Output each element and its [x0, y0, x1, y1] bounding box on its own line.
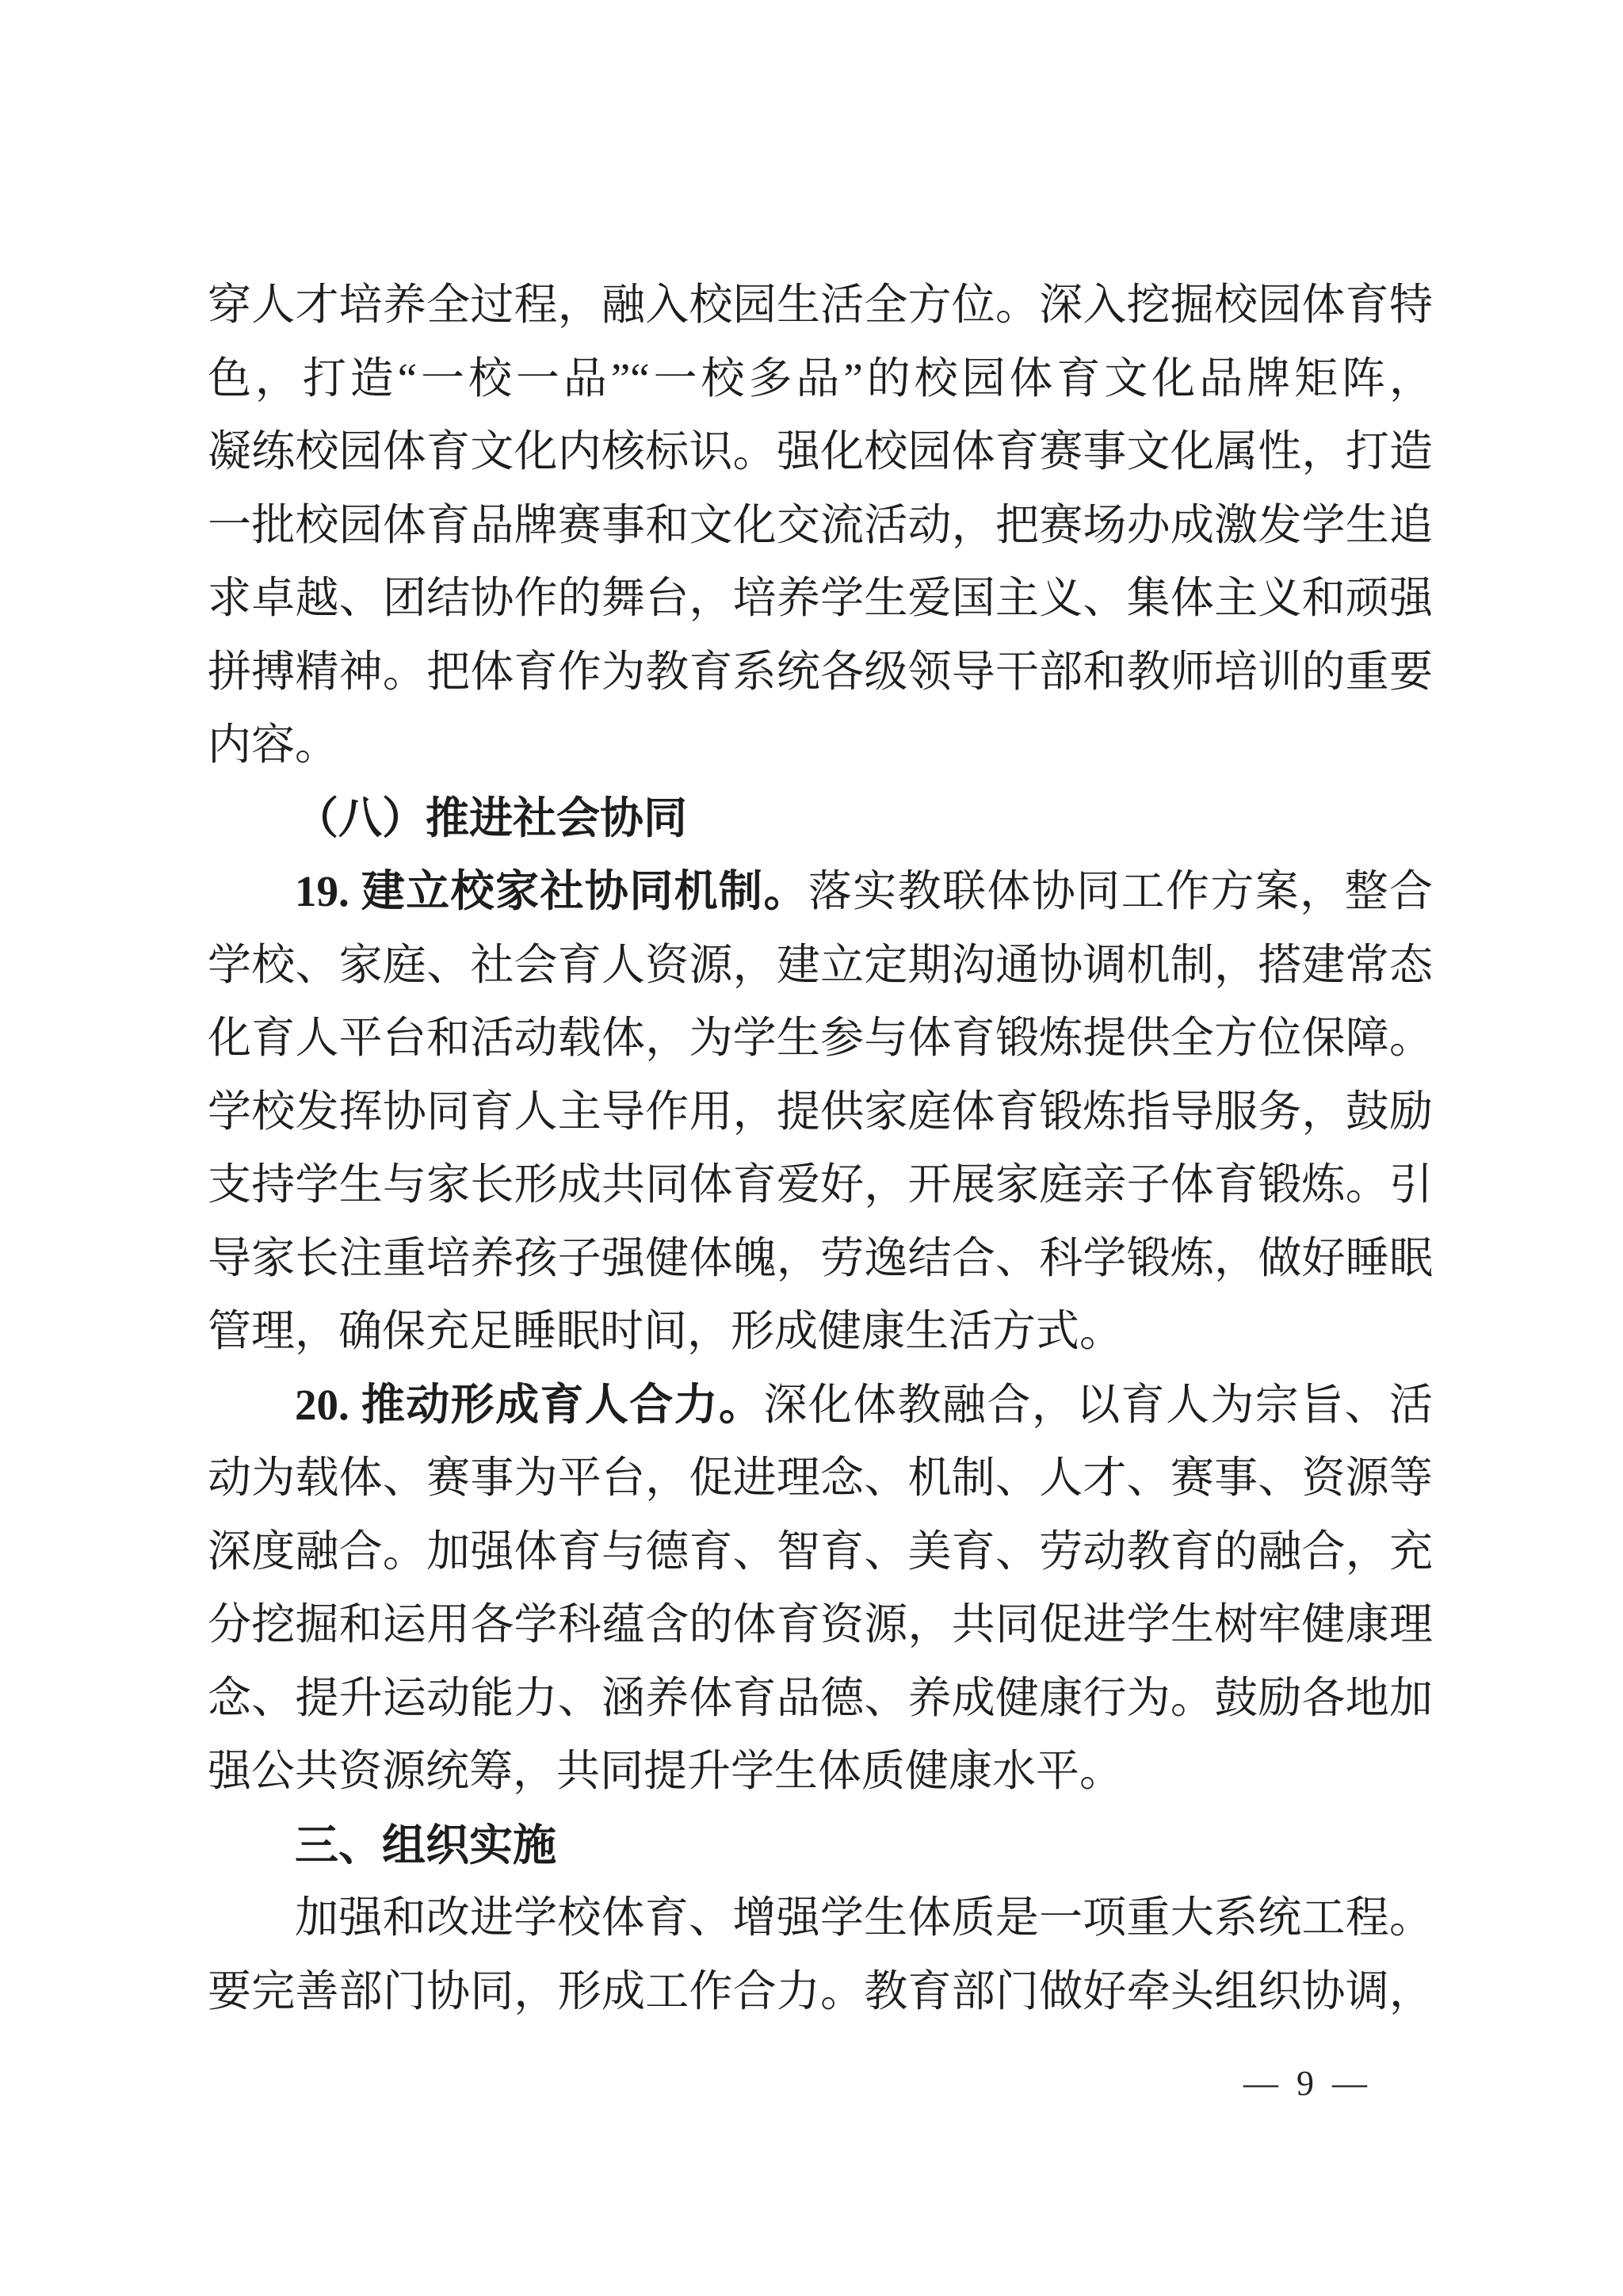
text-line — [208, 562, 1433, 636]
text-line — [208, 415, 1433, 489]
text-line — [208, 1295, 1433, 1369]
text-line — [208, 855, 1433, 929]
text-line-content: 内容。 — [208, 720, 339, 769]
text-line — [208, 342, 1433, 416]
text-line-content: 加强和改进学校体育、增强学生体质是一项重大系统工程。 — [295, 1893, 1433, 1942]
text-line — [208, 1515, 1433, 1589]
subsection-heading — [208, 782, 1433, 856]
section-heading — [208, 1809, 1433, 1882]
text-line-content: 拼搏精神。把体育作为教育系统各级领导干部和教师培训的重要 — [208, 647, 1433, 696]
text-line — [208, 1735, 1433, 1809]
text-line-content: 要完善部门协同，形成工作合力。教育部门做好牵头组织协调， — [208, 1966, 1433, 2015]
page-number: — 9 — — [1243, 2064, 1372, 2103]
text-line — [208, 1442, 1433, 1515]
text-line — [208, 1588, 1433, 1662]
text-line-content: 凝练校园体育文化内核标识。强化校园体育赛事文化属性，打造 — [208, 427, 1433, 476]
text-line-content: 学校、家庭、社会育人资源，建立定期沟通协调机制，搭建常态 — [208, 940, 1433, 989]
text-line-content: 学校发挥协同育人主导作用，提供家庭体育锻炼指导服务，鼓励 — [208, 1087, 1433, 1136]
text-line-content: 深化体教融合，以育人为宗旨、活 — [763, 1380, 1433, 1429]
text-line — [208, 1222, 1433, 1296]
text-line-content: 深度融合。加强体育与德育、智育、美育、劳动教育的融合，充 — [208, 1526, 1433, 1576]
subsection-heading-label: （八）推进社会协同 — [295, 793, 688, 842]
numbered-item-lead: 20. 推动形成育人合力。 — [295, 1380, 764, 1429]
text-line — [208, 1369, 1433, 1442]
text-line — [208, 636, 1433, 709]
text-line-content: 穿人才培养全过程，融入校园生活全方位。深入挖掘校园体育特 — [208, 281, 1433, 329]
text-line-content: 念、提升运动能力、涵养体育品德、养成健康行为。鼓励各地加 — [208, 1673, 1433, 1722]
numbered-item-lead: 19. 建立校家社协同机制。 — [295, 867, 808, 915]
text-line-content: 求卓越、团结协作的舞台，培养学生爱国主义、集体主义和顽强 — [208, 574, 1433, 622]
text-line-content: 分挖掘和运用各学科蕴含的体育资源，共同促进学生树牢健康理 — [208, 1600, 1433, 1648]
text-line — [208, 1662, 1433, 1736]
text-line-content: 管理，确保充足睡眠时间，形成健康生活方式。 — [208, 1307, 1124, 1355]
text-line-content: 落实教联体协同工作方案，整合 — [808, 867, 1433, 915]
text-line — [208, 1075, 1433, 1149]
text-line-content: 导家长注重培养孩子强健体魄，劳逸结合、科学锻炼，做好睡眠 — [208, 1233, 1433, 1282]
text-line-content: 支持学生与家长形成共同体育爱好，开展家庭亲子体育锻炼。引 — [208, 1160, 1433, 1209]
text-line — [208, 269, 1433, 342]
text-line — [208, 1955, 1433, 2029]
text-line-content: 强公共资源统筹，共同提升学生体质健康水平。 — [208, 1747, 1124, 1795]
text-line-content: 色，打造“一校一品”“一校多品”的校园体育文化品牌矩阵， — [208, 353, 1433, 403]
text-line-content: 一批校园体育品牌赛事和文化交流活动，把赛场办成激发学生追 — [208, 500, 1433, 549]
text-line — [208, 709, 1433, 782]
document-body — [208, 269, 1433, 2028]
text-line-content: 动为载体、赛事为平台，促进理念、机制、人才、赛事、资源等 — [208, 1454, 1433, 1502]
text-line-content: 化育人平台和活动载体，为学生参与体育锻炼提供全方位保障。 — [208, 1014, 1433, 1062]
text-line — [208, 489, 1433, 563]
section-heading-label: 三、组织实施 — [295, 1820, 557, 1870]
text-line — [208, 1148, 1433, 1222]
text-line — [208, 1881, 1433, 1955]
text-line — [208, 1002, 1433, 1075]
text-line — [208, 929, 1433, 1003]
